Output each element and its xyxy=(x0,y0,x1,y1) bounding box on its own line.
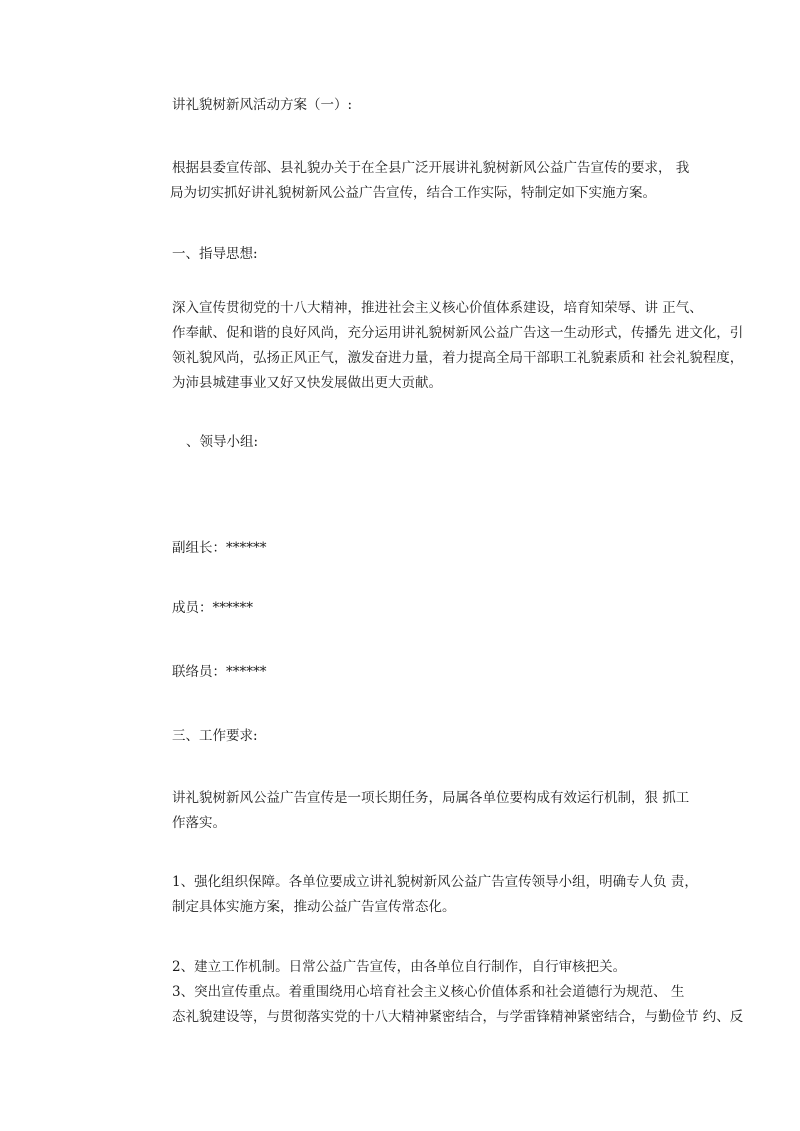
section2-heading: 、领导小组: xyxy=(186,434,259,450)
item-3-line-1: 3、突出宣传重点。着重围绕用心培育社会主义核心价值体系和社会道德行为规范、 生 xyxy=(172,984,685,1000)
section3-intro-line-1: 讲礼貌树新风公益广告宣传是一项长期任务，局属各单位要构成有效运行机制，狠 抓工 xyxy=(172,790,690,806)
intro-line-1: 根据县委宣传部、县礼貌办关于在全县广泛开展讲礼貌树新风公益广告宣传的要求， 我 xyxy=(172,160,690,176)
liaison: 联络员：****** xyxy=(172,664,267,680)
section1-line-4: 为沛县城建事业又好又快发展做出更大贡献。 xyxy=(172,375,442,391)
deputy-leader: 副组长：****** xyxy=(172,540,267,556)
section1-line-1: 深入宣传贯彻党的十八大精神，推进社会主义核心价值体系建设，培育知荣辱、讲 正气、 xyxy=(172,300,703,316)
section1-line-3: 领礼貌风尚，弘扬正风正气，激发奋进力量，着力提高全局干部职工礼貌素质和 社会礼貌程度， xyxy=(172,350,744,366)
section1-paragraph xyxy=(172,296,744,396)
section1-heading: 一、指导思想: xyxy=(172,246,258,262)
item-2-3 xyxy=(172,955,744,1030)
section1-line-2: 作奉献、促和谐的良好风尚，充分运用讲礼貌树新风公益广告这一生动形式，传播先 进文化，引 xyxy=(172,325,744,341)
section3-intro-line-2: 作落实。 xyxy=(172,815,226,831)
section3-heading: 三、工作要求: xyxy=(172,728,258,744)
item-1 xyxy=(172,870,698,920)
item-1-line-1: 1、强化组织保障。各单位要成立讲礼貌树新风公益广告宣传领导小组，明确专人负 责， xyxy=(172,874,698,890)
members: 成员：****** xyxy=(172,600,253,616)
item-1-line-2: 制定具体实施方案，推动公益广告宣传常态化。 xyxy=(172,899,456,915)
item-3-line-2: 态礼貌建设等，与贯彻落实党的十八大精神紧密结合，与学雷锋精神紧密结合，与勤俭节 约、反 xyxy=(172,1009,744,1025)
item-2: 2、建立工作机制。日常公益广告宣传，由各单位自行制作，自行审核把关。 xyxy=(172,959,627,975)
section3-intro xyxy=(172,786,690,836)
intro-line-2: 局为切实抓好讲礼貌树新风公益广告宣传，结合工作实际，特制定如下实施方案。 xyxy=(170,185,656,201)
document-title: 讲礼貌树新风活动方案（一）: xyxy=(172,97,353,113)
intro-paragraph xyxy=(172,156,690,206)
